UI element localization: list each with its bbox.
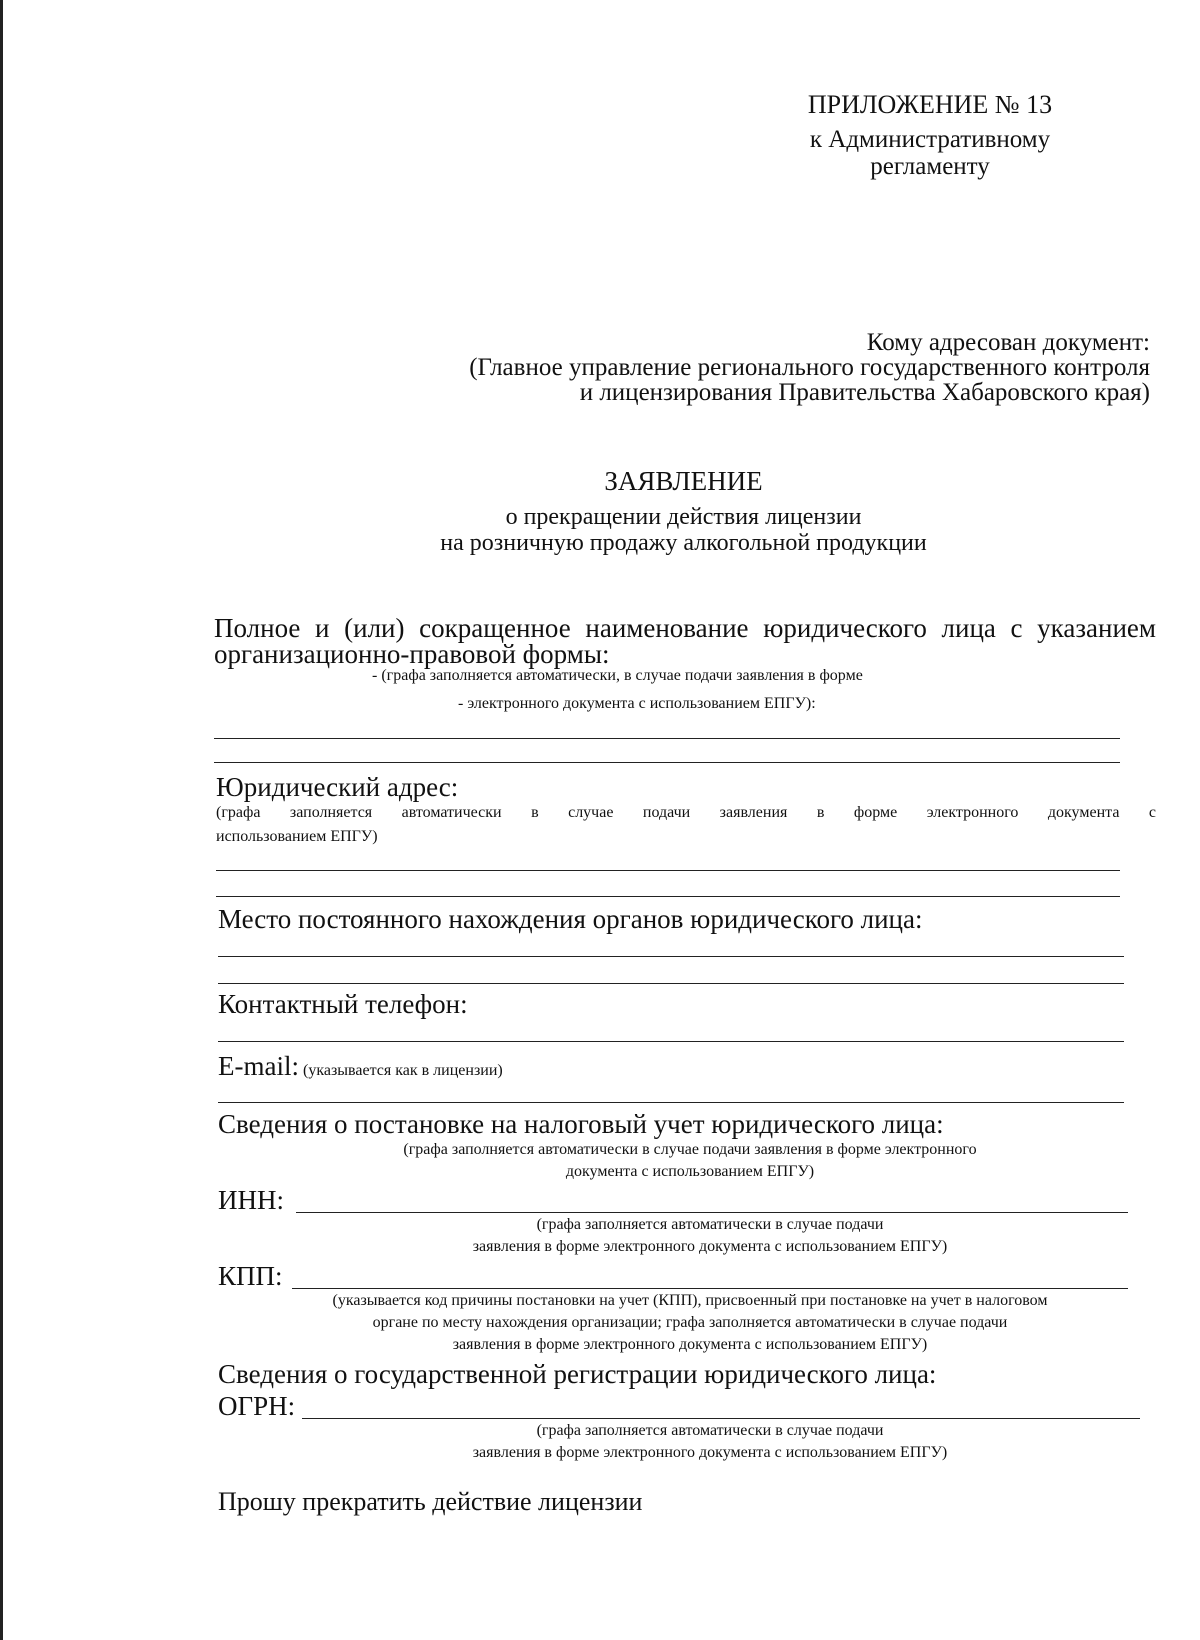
name-label-2: организационно-правовой формы: — [214, 639, 610, 669]
addressee-line-1: (Главное управление регионального государственного контроля — [469, 354, 1150, 381]
kpp-fill-line[interactable] — [292, 1288, 1128, 1289]
inn-note-1: (графа заполняется автоматически в случае подачи — [536, 1216, 884, 1233]
kpp-note-3: заявления в форме электронного документа с использованием ЕПГУ) — [452, 1336, 928, 1353]
legal-address-note-2: использованием ЕПГУ) — [216, 828, 378, 845]
addressee-block — [340, 330, 1150, 405]
inn-fill-line[interactable] — [296, 1212, 1128, 1213]
addressee-line-2: и лицензирования Правительства Хабаровского края) — [579, 379, 1150, 406]
email-label: E-mail: — [218, 1051, 299, 1081]
ogrn-fill-line[interactable] — [302, 1418, 1140, 1419]
legal-address-fill-line-2[interactable] — [216, 896, 1120, 897]
phone-label: Контактный телефон: — [218, 989, 468, 1019]
appendix-title: ПРИЛОЖЕНИЕ № 13 — [807, 90, 1053, 119]
location-fill-line-2[interactable] — [218, 983, 1124, 984]
name-note-1: - (графа заполняется автоматически, в случае подачи заявления в форме — [372, 667, 863, 684]
statement-subtitle-1: о прекращении действия лицензии — [505, 504, 862, 530]
appendix-line-3: регламенту — [870, 153, 990, 180]
kpp-label: КПП: — [218, 1261, 283, 1291]
name-label-1: Полное и (или) сокращенное наименование юридического лица с указанием — [214, 613, 1156, 643]
statement-title: ЗАЯВЛЕНИЕ — [604, 466, 763, 496]
appendix-header — [720, 90, 1140, 180]
email-note: (указывается как в лицензии) — [302, 1062, 503, 1079]
legal-address-fill-line-1[interactable] — [216, 870, 1120, 871]
request-text: Прошу прекратить действие лицензии — [218, 1487, 643, 1516]
inn-label: ИНН: — [218, 1185, 284, 1215]
tax-note-1: (графа заполняется автоматически в случае подачи заявления в форме электронного — [403, 1141, 977, 1158]
name-fill-line-2[interactable] — [214, 762, 1120, 763]
reg-label: Сведения о государственной регистрации юридического лица: — [218, 1359, 937, 1389]
ogrn-label: ОГРН: — [218, 1391, 296, 1421]
tax-label: Сведения о постановке на налоговый учет юридического лица: — [218, 1109, 944, 1139]
legal-address-label: Юридический адрес: — [216, 772, 459, 802]
kpp-note-1: (указывается код причины постановки на учет (КПП), присвоенный при постановке на учет в налоговом — [332, 1292, 1048, 1309]
location-fill-line-1[interactable] — [218, 956, 1124, 957]
name-note-2: - электронного документа с использованием ЕПГУ): — [458, 695, 816, 712]
statement-title-block — [0, 466, 1200, 556]
addressee-label: Кому адресован документ: — [866, 329, 1150, 356]
appendix-line-2: к Административному — [809, 126, 1051, 153]
kpp-note-2: органе по месту нахождения организации; графа заполняется автоматически в случае подачи — [372, 1314, 1008, 1331]
legal-address-note-1: (графа заполняется автоматически в случае подачи заявления в форме электронного документа с — [216, 804, 1156, 821]
name-fill-line-1[interactable] — [214, 738, 1120, 739]
ogrn-note-1: (графа заполняется автоматически в случае подачи — [536, 1422, 884, 1439]
email-row — [218, 1052, 503, 1082]
location-label: Место постоянного нахождения органов юридического лица: — [218, 904, 923, 934]
statement-subtitle-2: на розничную продажу алкогольной продукции — [440, 530, 927, 556]
inn-note-2: заявления в форме электронного документа с использованием ЕПГУ) — [472, 1238, 948, 1255]
email-fill-line[interactable] — [218, 1102, 1124, 1103]
ogrn-note-2: заявления в форме электронного документа с использованием ЕПГУ) — [472, 1444, 948, 1461]
scan-edge — [0, 0, 3, 1640]
phone-fill-line[interactable] — [218, 1041, 1124, 1042]
tax-note-2: документа с использованием ЕПГУ) — [565, 1163, 815, 1180]
